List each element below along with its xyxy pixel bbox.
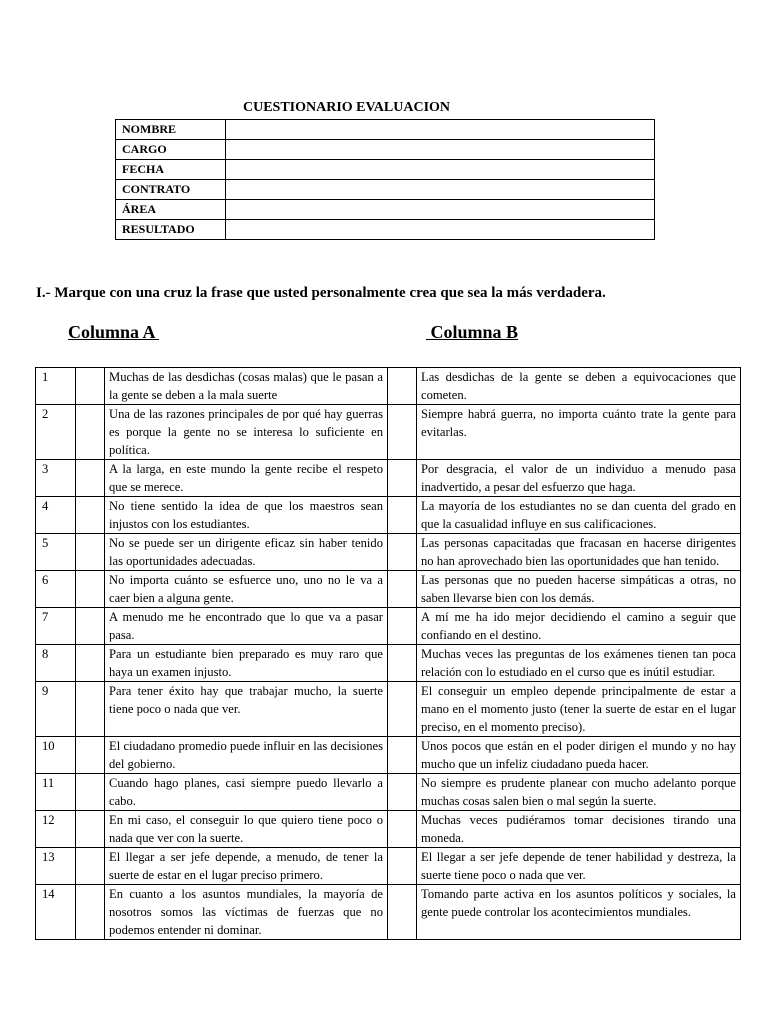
statement-a: A menudo me he encontrado que lo que va a pasar pasa. xyxy=(105,608,388,645)
question-number: 9 xyxy=(36,682,76,737)
field-value-cargo[interactable] xyxy=(226,140,655,160)
info-table xyxy=(115,119,655,240)
checkbox-b[interactable] xyxy=(388,885,417,940)
statement-a: A la larga, en este mundo la gente recibe el respeto que se merece. xyxy=(105,460,388,497)
question-number: 1 xyxy=(36,368,76,405)
statement-b: Unos pocos que están en el poder dirigen el mundo y no hay mucho que un infeliz ciudadano pueda hacer. xyxy=(417,737,741,774)
question-number: 3 xyxy=(36,460,76,497)
statement-a: Una de las razones principales de por qué hay guerras es porque la gente no se interesa lo suficiente en política. xyxy=(105,405,388,460)
question-number: 13 xyxy=(36,848,76,885)
checkbox-b[interactable] xyxy=(388,608,417,645)
checkbox-a[interactable] xyxy=(76,645,105,682)
checkbox-a[interactable] xyxy=(76,737,105,774)
statement-b: Muchas veces pudiéramos tomar decisiones tirando una moneda. xyxy=(417,811,741,848)
table-row xyxy=(36,571,741,608)
question-number: 8 xyxy=(36,645,76,682)
statement-b: Tomando parte activa en los asuntos políticos y sociales, la gente puede controlar los acontecimientos mundiales. xyxy=(417,885,741,940)
checkbox-a[interactable] xyxy=(76,405,105,460)
checkbox-b[interactable] xyxy=(388,571,417,608)
statement-b: No siempre es prudente planear con mucho adelanto porque muchas cosas salen bien o mal según la suerte. xyxy=(417,774,741,811)
checkbox-b[interactable] xyxy=(388,774,417,811)
statement-b: Las desdichas de la gente se deben a equivocaciones que cometen. xyxy=(417,368,741,405)
statement-a: Para tener éxito hay que trabajar mucho, la suerte tiene poco o nada que ver. xyxy=(105,682,388,737)
field-value-contrato[interactable] xyxy=(226,180,655,200)
question-number: 14 xyxy=(36,885,76,940)
statement-b: Las personas que no pueden hacerse simpáticas a otras, no saben llevarse bien con los demás. xyxy=(417,571,741,608)
question-number: 7 xyxy=(36,608,76,645)
statement-a: Para un estudiante bien preparado es muy raro que haya un examen injusto. xyxy=(105,645,388,682)
checkbox-b[interactable] xyxy=(388,497,417,534)
statement-a: Muchas de las desdichas (cosas malas) que le pasan a la gente se deben a la mala suerte xyxy=(105,368,388,405)
questions-table xyxy=(35,367,741,940)
checkbox-a[interactable] xyxy=(76,608,105,645)
checkbox-b[interactable] xyxy=(388,682,417,737)
table-row xyxy=(36,608,741,645)
instruction-text: I.- Marque con una cruz la frase que usted personalmente crea que sea la más verdadera. xyxy=(36,285,606,301)
table-row xyxy=(36,534,741,571)
statement-a: En cuanto a los asuntos mundiales, la mayoría de nosotros somos las víctimas de fuerzas que no podemos entender ni dominar. xyxy=(105,885,388,940)
table-row xyxy=(36,460,741,497)
checkbox-b[interactable] xyxy=(388,848,417,885)
statement-a: El ciudadano promedio puede influir en las decisiones del gobierno. xyxy=(105,737,388,774)
table-row xyxy=(36,848,741,885)
table-row xyxy=(36,497,741,534)
checkbox-a[interactable] xyxy=(76,460,105,497)
question-number: 2 xyxy=(36,405,76,460)
statement-b: El llegar a ser jefe depende de tener habilidad y destreza, la suerte tiene poco o nada que ver. xyxy=(417,848,741,885)
statement-a: En mi caso, el conseguir lo que quiero tiene poco o nada que ver con la suerte. xyxy=(105,811,388,848)
checkbox-b[interactable] xyxy=(388,811,417,848)
checkbox-a[interactable] xyxy=(76,368,105,405)
question-number: 4 xyxy=(36,497,76,534)
checkbox-b[interactable] xyxy=(388,645,417,682)
checkbox-b[interactable] xyxy=(388,460,417,497)
statement-b: Las personas capacitadas que fracasan en hacerse dirigentes no han aprovechado bien las oportunidades que han tenido. xyxy=(417,534,741,571)
statement-a: No tiene sentido la idea de que los maestros sean injustos con los estudiantes. xyxy=(105,497,388,534)
column-a-heading: Columna A xyxy=(68,322,160,342)
checkbox-a[interactable] xyxy=(76,774,105,811)
checkbox-b[interactable] xyxy=(388,368,417,405)
question-number: 6 xyxy=(36,571,76,608)
checkbox-a[interactable] xyxy=(76,848,105,885)
table-row xyxy=(36,682,741,737)
checkbox-a[interactable] xyxy=(76,885,105,940)
table-row xyxy=(36,811,741,848)
checkbox-a[interactable] xyxy=(76,497,105,534)
field-value-resultado[interactable] xyxy=(226,220,655,240)
field-label-resultado: RESULTADO xyxy=(116,220,226,240)
checkbox-a[interactable] xyxy=(76,534,105,571)
statement-a: No importa cuánto se esfuerce uno, uno no le va a caer bien a alguna gente. xyxy=(105,571,388,608)
field-value-fecha[interactable] xyxy=(226,160,655,180)
table-row xyxy=(36,737,741,774)
statement-b: A mí me ha ido mejor decidiendo el camino a seguir que confiando en el destino. xyxy=(417,608,741,645)
statement-b: El conseguir un empleo depende principalmente de estar a mano en el momento justo (tener la suerte de estar en el lugar preciso, en el momento preciso). xyxy=(417,682,741,737)
field-label-nombre: NOMBRE xyxy=(116,120,226,140)
checkbox-b[interactable] xyxy=(388,737,417,774)
question-number: 5 xyxy=(36,534,76,571)
checkbox-a[interactable] xyxy=(76,682,105,737)
statement-a: No se puede ser un dirigente eficaz sin haber tenido las oportunidades adecuadas. xyxy=(105,534,388,571)
field-value-area[interactable] xyxy=(226,200,655,220)
checkbox-a[interactable] xyxy=(76,811,105,848)
table-row xyxy=(36,405,741,460)
field-label-contrato: CONTRATO xyxy=(116,180,226,200)
question-number: 11 xyxy=(36,774,76,811)
statement-a: El llegar a ser jefe depende, a menudo, de tener la suerte de estar en el lugar preciso primero. xyxy=(105,848,388,885)
field-value-nombre[interactable] xyxy=(226,120,655,140)
field-label-cargo: CARGO xyxy=(116,140,226,160)
statement-a: Cuando hago planes, casi siempre puedo llevarlo a cabo. xyxy=(105,774,388,811)
checkbox-a[interactable] xyxy=(76,571,105,608)
field-label-area: ÁREA xyxy=(116,200,226,220)
question-number: 10 xyxy=(36,737,76,774)
question-number: 12 xyxy=(36,811,76,848)
statement-b: Siempre habrá guerra, no importa cuánto trate la gente para evitarlas. xyxy=(417,405,741,460)
checkbox-b[interactable] xyxy=(388,534,417,571)
statement-b: Por desgracia, el valor de un individuo a menudo pasa inadvertido, a pesar del esfuerzo que haga. xyxy=(417,460,741,497)
column-b-heading: Columna B xyxy=(426,322,519,342)
table-row xyxy=(36,774,741,811)
checkbox-b[interactable] xyxy=(388,405,417,460)
field-label-fecha: FECHA xyxy=(116,160,226,180)
statement-b: La mayoría de los estudiantes no se dan cuenta del grado en que la casualidad influye en sus calificaciones. xyxy=(417,497,741,534)
table-row xyxy=(36,885,741,940)
statement-b: Muchas veces las preguntas de los exámenes tienen tan poca relación con lo estudiado en el curso que es inútil estudiar. xyxy=(417,645,741,682)
table-row xyxy=(36,368,741,405)
table-row xyxy=(36,645,741,682)
page-title: CUESTIONARIO EVALUACION xyxy=(242,100,451,115)
